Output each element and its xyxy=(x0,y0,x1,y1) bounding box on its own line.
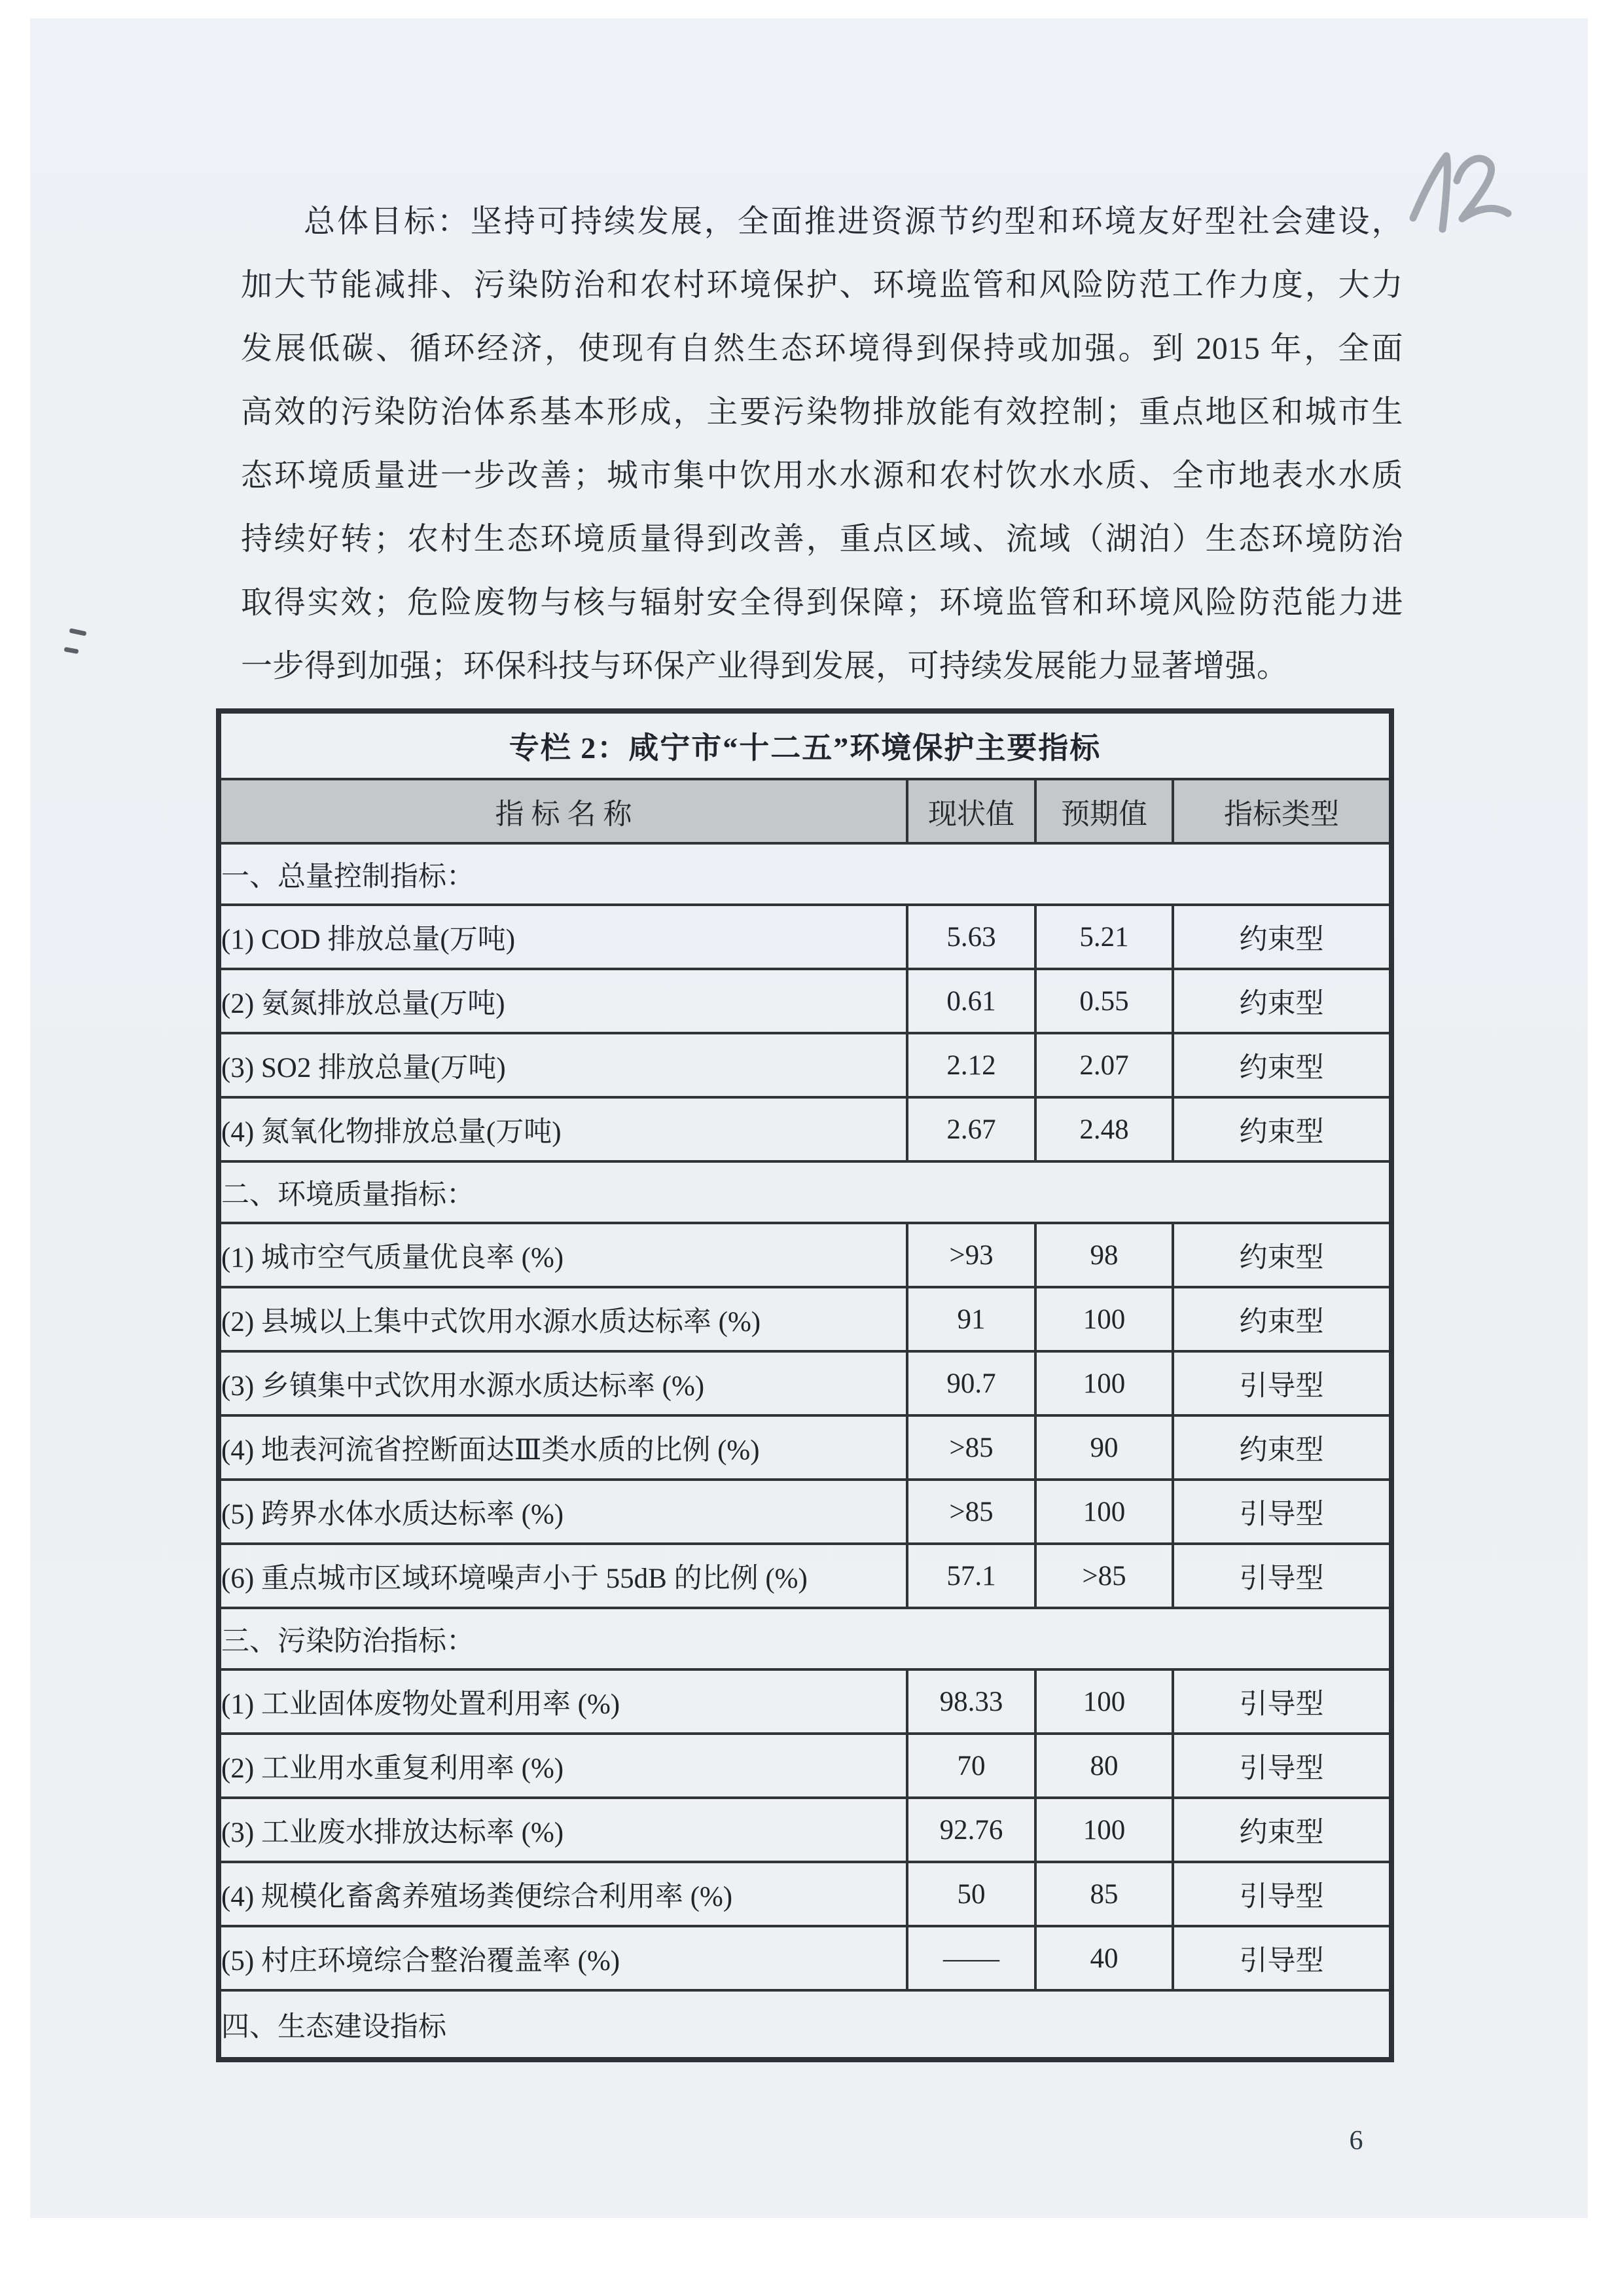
handwritten-page-mark xyxy=(1397,130,1547,254)
section-label: 三、污染防治指标： xyxy=(219,1608,1391,1669)
indicator-name-cell: (3) SO2 排放总量(万吨) xyxy=(219,1033,907,1097)
expected-value-cell: 98 xyxy=(1035,1223,1173,1287)
indicator-name-cell: (3) 工业废水排放达标率 (%) xyxy=(219,1798,907,1862)
indicator-type-cell: 引导型 xyxy=(1173,1862,1391,1926)
expected-value-cell: 100 xyxy=(1035,1669,1173,1734)
expected-value-cell: 90 xyxy=(1035,1415,1173,1480)
indicator-name-cell: (5) 跨界水体水质达标率 (%) xyxy=(219,1480,907,1544)
indicator-name-cell: (4) 规模化畜禽养殖场粪便综合利用率 (%) xyxy=(219,1862,907,1926)
paragraph-line: 态环境质量进一步改善；城市集中饮用水水源和农村饮水水质、全市地表水水质 xyxy=(241,458,1403,493)
current-value-cell: 50 xyxy=(907,1862,1035,1926)
section-row xyxy=(219,1608,1391,1669)
overview-paragraph xyxy=(241,190,1403,698)
column-header-indicator-type: 指标类型 xyxy=(1173,779,1391,843)
section-row xyxy=(219,1161,1391,1223)
current-value-cell: 70 xyxy=(907,1734,1035,1798)
indicator-type-cell: 引导型 xyxy=(1173,1926,1391,1990)
table-row xyxy=(219,1480,1391,1544)
table-header-row xyxy=(219,779,1391,843)
paragraph-line: 发展低碳、循环经济，使现有自然生态环境得到保持或加强。到 2015 年，全面 xyxy=(241,331,1403,366)
expected-value-cell: 80 xyxy=(1035,1734,1173,1798)
expected-value-cell: 0.55 xyxy=(1035,969,1173,1033)
expected-value-cell: 5.21 xyxy=(1035,905,1173,969)
indicator-type-cell: 引导型 xyxy=(1173,1544,1391,1608)
indicators-table-body xyxy=(219,711,1391,2060)
expected-value-cell: 2.48 xyxy=(1035,1097,1173,1161)
indicator-name-cell: (2) 县城以上集中式饮用水源水质达标率 (%) xyxy=(219,1287,907,1351)
current-value-cell: 0.61 xyxy=(907,969,1035,1033)
current-value-cell: 90.7 xyxy=(907,1351,1035,1415)
expected-value-cell: 85 xyxy=(1035,1862,1173,1926)
indicator-type-cell: 约束型 xyxy=(1173,1097,1391,1161)
expected-value-cell: >85 xyxy=(1035,1544,1173,1608)
current-value-cell: 5.63 xyxy=(907,905,1035,969)
table-row xyxy=(219,1287,1391,1351)
indicator-name-cell: (1) COD 排放总量(万吨) xyxy=(219,905,907,969)
indicator-type-cell: 约束型 xyxy=(1173,1415,1391,1480)
table-title: 专栏 2：咸宁市“十二五”环境保护主要指标 xyxy=(219,711,1391,779)
indicator-name-cell: (2) 工业用水重复利用率 (%) xyxy=(219,1734,907,1798)
section-label: 四、生态建设指标 xyxy=(219,1990,1391,2060)
table-row xyxy=(219,1097,1391,1161)
indicator-name-cell: (5) 村庄环境综合整治覆盖率 (%) xyxy=(219,1926,907,1990)
table-row xyxy=(219,1223,1391,1287)
indicators-table xyxy=(216,708,1394,2062)
table-row xyxy=(219,1544,1391,1608)
indicator-name-cell: (4) 地表河流省控断面达Ⅲ类水质的比例 (%) xyxy=(219,1415,907,1480)
indicator-type-cell: 引导型 xyxy=(1173,1669,1391,1734)
table-row xyxy=(219,1669,1391,1734)
table-row xyxy=(219,1351,1391,1415)
paragraph-line: 总体目标：坚持可持续发展，全面推进资源节约型和环境友好型社会建设， xyxy=(304,204,1403,239)
paragraph-line: 加大节能减排、污染防治和农村环境保护、环境监管和风险防范工作力度，大力 xyxy=(241,268,1403,302)
paragraph-line: 一步得到加强；环保科技与环保产业得到发展，可持续发展能力显著增强。 xyxy=(241,649,1289,683)
table-title-row xyxy=(219,711,1391,779)
table-row xyxy=(219,1862,1391,1926)
page-number: 6 xyxy=(1349,2126,1363,2156)
indicator-name-cell: (2) 氨氮排放总量(万吨) xyxy=(219,969,907,1033)
column-header-expected-value: 预期值 xyxy=(1035,779,1173,843)
current-value-cell: >93 xyxy=(907,1223,1035,1287)
table-row xyxy=(219,1926,1391,1990)
section-label: 二、环境质量指标： xyxy=(219,1161,1391,1223)
section-row xyxy=(219,843,1391,905)
table-row xyxy=(219,905,1391,969)
indicator-type-cell: 引导型 xyxy=(1173,1480,1391,1544)
indicator-type-cell: 约束型 xyxy=(1173,905,1391,969)
indicator-type-cell: 引导型 xyxy=(1173,1734,1391,1798)
expected-value-cell: 100 xyxy=(1035,1351,1173,1415)
table-row xyxy=(219,1734,1391,1798)
expected-value-cell: 40 xyxy=(1035,1926,1173,1990)
indicator-type-cell: 约束型 xyxy=(1173,1798,1391,1862)
indicator-type-cell: 约束型 xyxy=(1173,1033,1391,1097)
expected-value-cell: 2.07 xyxy=(1035,1033,1173,1097)
current-value-cell: 91 xyxy=(907,1287,1035,1351)
column-header-current-value: 现状值 xyxy=(907,779,1035,843)
current-value-cell: 98.33 xyxy=(907,1669,1035,1734)
expected-value-cell: 100 xyxy=(1035,1480,1173,1544)
section-label: 一、总量控制指标： xyxy=(219,843,1391,905)
paragraph-line: 持续好转；农村生态环境质量得到改善，重点区域、流域（湖泊）生态环境防治 xyxy=(241,522,1403,556)
current-value-cell: 2.67 xyxy=(907,1097,1035,1161)
indicator-name-cell: (6) 重点城市区域环境噪声小于 55dB 的比例 (%) xyxy=(219,1544,907,1608)
scanned-sheet xyxy=(30,18,1588,2218)
expected-value-cell: 100 xyxy=(1035,1287,1173,1351)
indicator-name-cell: (4) 氮氧化物排放总量(万吨) xyxy=(219,1097,907,1161)
paragraph-line: 高效的污染防治体系基本形成，主要污染物排放能有效控制；重点地区和城市生 xyxy=(241,395,1403,429)
indicator-name-cell: (1) 城市空气质量优良率 (%) xyxy=(219,1223,907,1287)
indicator-name-cell: (3) 乡镇集中式饮用水源水质达标率 (%) xyxy=(219,1351,907,1415)
table-row xyxy=(219,969,1391,1033)
table-row xyxy=(219,1415,1391,1480)
current-value-cell: —— xyxy=(907,1926,1035,1990)
table-row xyxy=(219,1033,1391,1097)
indicator-type-cell: 约束型 xyxy=(1173,969,1391,1033)
section-row xyxy=(219,1990,1391,2060)
current-value-cell: 57.1 xyxy=(907,1544,1035,1608)
indicator-type-cell: 约束型 xyxy=(1173,1223,1391,1287)
stray-pencil-mark xyxy=(69,628,87,636)
current-value-cell: >85 xyxy=(907,1415,1035,1480)
indicator-table-container xyxy=(216,708,1394,2062)
table-row xyxy=(219,1798,1391,1862)
indicator-type-cell: 约束型 xyxy=(1173,1287,1391,1351)
paragraph-line: 取得实效；危险废物与核与辐射安全得到保障；环境监管和环境风险防范能力进 xyxy=(241,585,1403,620)
expected-value-cell: 100 xyxy=(1035,1798,1173,1862)
current-value-cell: 2.12 xyxy=(907,1033,1035,1097)
indicator-name-cell: (1) 工业固体废物处置利用率 (%) xyxy=(219,1669,907,1734)
current-value-cell: 92.76 xyxy=(907,1798,1035,1862)
indicator-type-cell: 引导型 xyxy=(1173,1351,1391,1415)
stray-pencil-mark xyxy=(64,647,79,654)
current-value-cell: >85 xyxy=(907,1480,1035,1544)
column-header-indicator-name: 指 标 名 称 xyxy=(219,779,907,843)
